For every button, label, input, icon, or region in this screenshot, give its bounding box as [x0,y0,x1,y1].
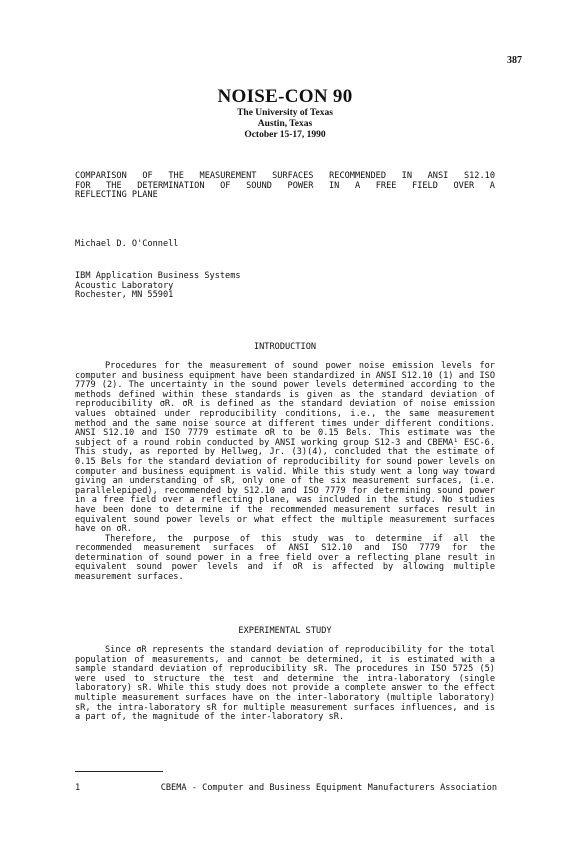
title-word: FOR [75,180,91,191]
section-heading-experimental: EXPERIMENTAL STUDY [238,626,332,636]
affiliation-line: Acoustic Laboratory [75,280,174,291]
title-word: SOUND [246,180,272,191]
conference-title: NOISE-CON 90 [217,86,353,107]
title-word: IN [329,180,340,191]
title-word: COMPARISON [75,171,127,181]
title-word: SURFACES [272,171,314,181]
affiliation-line: IBM Application Business Systems [75,271,241,281]
experimental-body [75,646,495,723]
conference-university: The University of Texas [237,108,333,118]
title-word: OF [142,171,153,181]
title-word: FIELD [412,180,438,191]
page-number: 387 [507,55,522,66]
title-word: OVER [453,180,475,191]
paper-title [75,172,495,201]
title-word: ANSI [427,171,449,181]
title-word: POWER [287,180,314,191]
title-word: A [489,180,495,191]
footnote [75,784,497,794]
title-word: RECOMMENDED [329,171,387,181]
paragraph: Therefore, the purpose of this study was to determine if all the recommended measurement surfaces of ANSI S12.10 and ISO 7779 for the determination of sound power in a free field over a reflecting plane result in equivalent sound power levels and if σR is affected by allowing multiple measurement surfaces. [75,533,495,583]
title-word: IN [401,171,412,181]
title-word: THE [168,171,184,181]
paragraph: Since σR represents the standard deviation of reproducibility for the total population of measurements, and cannot be determined, it is estimated with a sample standard deviation of reproducibility sR. The procedures in ISO 5725 (5) were used to structure the test and determine the intra-laboratory (single laboratory) sR. While this study does not provide a complete answer to the effect multiple measurement surfaces have on the inter-laboratory (multiple laboratory) sR, the intra-laboratory sR for multiple measurement surfaces influences, and is a part of, the magnitude of the inter-laboratory sR. [75,645,495,723]
title-word: OF [220,180,231,191]
paper-title-line-3: REFLECTING PLANE [75,190,158,201]
title-word: DETERMINATION [137,180,205,191]
title-word: MEASUREMENT [199,171,257,181]
footnote-rule [75,771,163,772]
conference-city: Austin, Texas [257,119,313,129]
affiliation-line: Rochester, MN 55901 [75,290,174,301]
section-heading-introduction: INTRODUCTION [253,342,317,352]
title-word: A [354,180,361,191]
author-name: Michael D. O'Connell [75,239,179,249]
paragraph: Procedures for the measurement of sound power noise emission levels for computer and business equipment have been standardized in ANSI S12.10 (1) and ISO 7779 (2). The uncertainty in the sound power levels determined according to the methods defined within these standards is given as the standard deviation of reproducibility σR. σR is defined as the standard deviation of noise emission values obtained under reproducibility conditions, i.e., the same measurement method and the same noise source at different times under different conditions. ANSI S12.10 and ISO 7779 estimate σR to be 0.15 Bels. This estimate was the subject of a round robin conducted by ANSI working group S12-3 and CBEMA¹ ESC-6. This study, as reported by Hellweg, Jr. (3)(4), concluded that the estimate of 0.15 Bels for the standard deviation of reproducibility for sound power levels on computer and business equipment is valid. While this study went a long way toward giving an understanding of sR, only one of the six measurement surfaces, (i.e. parallelepiped), recommended by S12.10 and ISO 7779 for determining sound power in a free field over a reflecting plane, was included in the study. No studies have been done to determine if the recommended measurement surfaces result in equivalent sound power levels or what effect the multiple measurement surfaces have on σR. [75,361,495,535]
footnote-marker: 1 [75,783,81,793]
introduction-body [75,362,495,583]
title-word: S12.10 [463,171,495,181]
title-word: FREE [375,180,397,191]
author-affiliation [75,272,241,301]
footnote-text: CBEMA - Computer and Business Equipment Manufacturers Association [160,783,497,793]
conference-header [75,86,495,141]
conference-dates: October 15-17, 1990 [244,130,326,140]
title-word: THE [106,180,122,191]
